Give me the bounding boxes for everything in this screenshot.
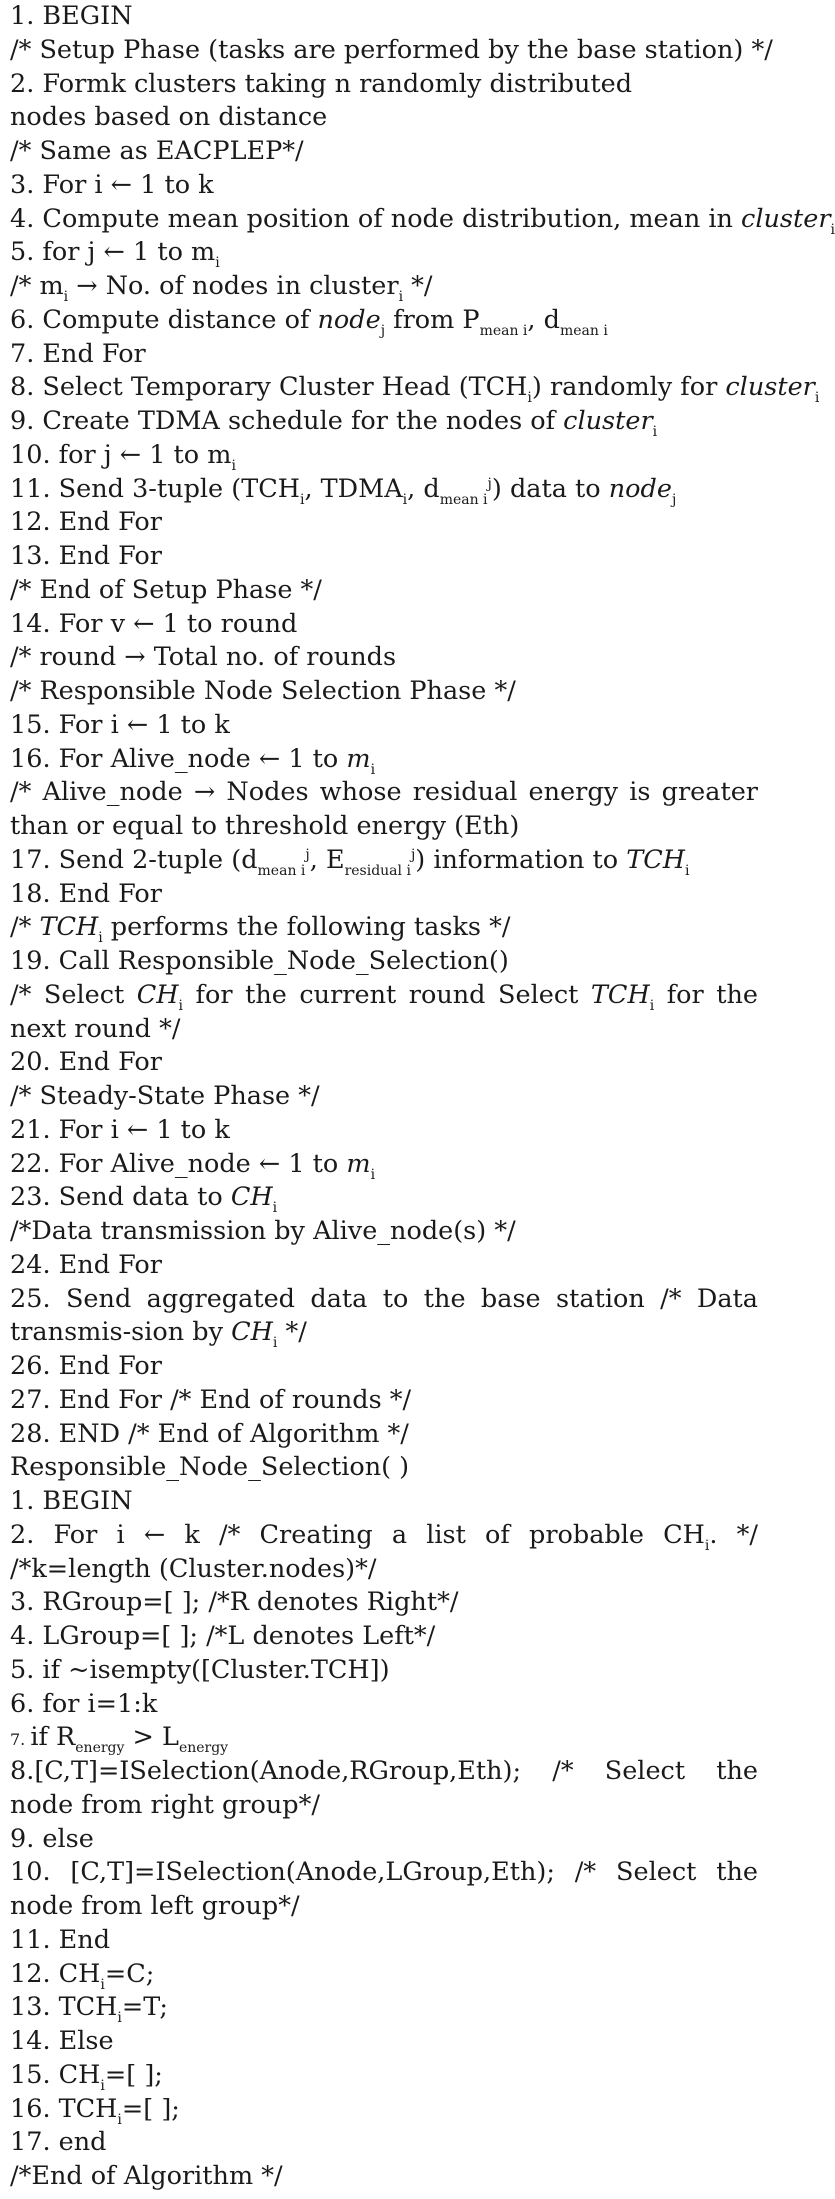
algorithm-line [10, 34, 773, 68]
algorithm-line [10, 0, 758, 34]
line-text: 24. End For [10, 1249, 162, 1280]
line-text: 13. TCH [10, 1992, 118, 2023]
subscript-text: mean i [439, 491, 488, 508]
line-text: ) data to [491, 473, 609, 504]
subscript-text: i [814, 390, 820, 407]
line-text: → No. of nodes in cluster [68, 271, 399, 301]
subscript-text: i [398, 289, 404, 305]
algorithm-line [10, 945, 758, 979]
algorithm-line [10, 2059, 758, 2093]
subscript-text: i [370, 1166, 376, 1183]
subscript-text: i [527, 390, 532, 407]
line-text: TCH [590, 979, 650, 1010]
algorithm-line [10, 405, 758, 439]
line-text: CH [231, 1317, 273, 1348]
line-text: m [346, 1148, 371, 1179]
line-text: from P [385, 304, 480, 335]
algorithm-line [10, 675, 758, 709]
line-text: =[ ]; [121, 2093, 180, 2124]
algorithm-line [10, 2093, 758, 2127]
algorithm-line [10, 608, 758, 642]
subscript-text: i [98, 930, 103, 947]
line-text: 1. BEGIN [10, 1, 133, 31]
line-text: /* Select [10, 979, 137, 1010]
line-text: nodes based on distance [10, 102, 328, 133]
subscript-text: i [100, 1976, 105, 1993]
algorithm-line [10, 1249, 758, 1283]
algorithm-line [10, 540, 758, 574]
subscript-text: i [685, 862, 690, 879]
algorithm-line [10, 1991, 758, 2025]
subscript-text: i [272, 1335, 278, 1352]
line-text: 17. end [10, 2127, 107, 2158]
algorithm-line [10, 1654, 758, 1688]
line-text: 17. Send 2-tuple (d [10, 844, 258, 875]
line-text: 2. For i ← k /* Creating a list of probable CH [10, 1519, 705, 1550]
subscript-text: i [117, 2111, 122, 2128]
line-text: 8. Select Temporary Cluster Head (TCH [10, 372, 528, 403]
algorithm-line [10, 1418, 758, 1452]
line-text: 10. [C,T]=ISelection(Anode,LGroup,Eth); /* Select the node from left group*/ [10, 1857, 758, 1921]
line-text: 7. [10, 1730, 31, 1750]
line-text: CH [230, 1182, 273, 1213]
algorithm-line [10, 1924, 758, 1958]
line-text: Responsible_Node_Selection( ) [10, 1452, 410, 1483]
algorithm-line [10, 2025, 758, 2059]
line-text: CH [136, 979, 179, 1010]
line-text: 28. END /* End of Algorithm */ [10, 1418, 409, 1449]
algorithm-line [10, 1114, 758, 1148]
line-text: 8.[C,T]=ISelection(Anode,RGroup,Eth); /* Select the node from right group*/ [10, 1756, 758, 1820]
line-text: */ [277, 1317, 307, 1348]
subscript-text: residual i [344, 862, 411, 879]
subscript-text: j [671, 491, 677, 508]
line-text: /* Same as EACPLEP*/ [10, 136, 304, 166]
algorithm-line [10, 641, 758, 675]
line-text: 3. RGroup=[ ]; /*R denotes Right*/ [10, 1587, 459, 1618]
algorithm-line [10, 1823, 758, 1857]
line-text: /*End of Algorithm */ [10, 2161, 283, 2191]
algorithm-line [10, 506, 758, 540]
algorithm-line [10, 1485, 758, 1519]
line-text: 12. End For [10, 507, 162, 538]
algorithm-line [10, 270, 758, 304]
algorithm-line [10, 844, 758, 878]
line-text: 3. For i ← 1 to k [10, 169, 214, 200]
subscript-text: i [231, 457, 236, 474]
line-text: 6. Compute distance of [10, 304, 318, 335]
subscript-text: energy [75, 1740, 125, 1757]
algorithm-line [10, 68, 758, 102]
line-text: 14. For v ← 1 to round [10, 608, 298, 639]
algorithm-line [10, 169, 758, 203]
line-text: =T; [121, 1992, 168, 2023]
line-text: 4. LGroup=[ ]; /*L denotes Left*/ [10, 1621, 436, 1651]
line-text: 22. For Alive_node ← 1 to [10, 1148, 347, 1179]
subscript-text: i [299, 491, 305, 508]
line-text: 26. End For [10, 1351, 162, 1381]
line-text: 4. Compute mean position of node distribution, mean in [10, 203, 742, 234]
line-text: /* Alive_node → Nodes whose residual energy is greater than or equal to threshold energy (Eth) [10, 777, 758, 841]
line-text: /* round → Total no. of rounds [10, 642, 397, 673]
algorithm-line [10, 743, 758, 777]
line-text: 19. Call Responsible_Node_Selection() [10, 946, 509, 976]
line-text: /* [10, 912, 40, 943]
line-text: cluster [741, 203, 831, 234]
line-text: /*Data transmission by Alive_node(s) */ [10, 1216, 516, 1246]
algorithm-line [10, 574, 758, 608]
algorithm-line [10, 2160, 758, 2194]
line-text: for the next round */ [10, 979, 759, 1044]
line-text: 10. for j ← 1 to m [10, 439, 232, 470]
algorithm-line [10, 135, 758, 169]
algorithm-line [10, 2126, 758, 2160]
subscript-text: i [63, 289, 69, 305]
line-text: /* Steady-State Phase */ [10, 1081, 320, 1111]
algorithm-line [10, 203, 835, 238]
algorithm-line [10, 878, 758, 912]
subscript-text: mean i [479, 322, 528, 339]
subscript-text: i [215, 255, 220, 272]
line-text: 13. End For [10, 541, 162, 571]
line-text: 23. Send data to [10, 1182, 231, 1213]
line-text: 16. For Alive_node ← 1 to [10, 743, 347, 774]
algorithm-line [10, 1688, 758, 1722]
subscript-text: i [370, 761, 376, 778]
line-text: 5. if ~isempty([Cluster.TCH]) [10, 1654, 390, 1685]
line-text: > L [124, 1722, 179, 1753]
line-text: , E [309, 844, 345, 875]
line-text: =C; [104, 1958, 155, 1989]
algorithm-line [10, 1283, 758, 1351]
line-text: ) randomly for [531, 372, 726, 403]
algorithm-line [10, 776, 758, 844]
line-text: , d [527, 304, 560, 335]
line-text: for the current round Select [183, 979, 591, 1010]
algorithm-line [10, 101, 758, 135]
subscript-text: i [272, 1200, 278, 1217]
line-text: 6. for i=1:k [10, 1688, 158, 1719]
line-text: /* Setup Phase (tasks are performed by the base station) */ [10, 34, 773, 65]
algorithm-line [10, 1721, 758, 1755]
algorithm-line [10, 1181, 758, 1215]
line-text: cluster [563, 406, 653, 436]
line-text: if R [30, 1722, 76, 1753]
superscript-text: j [410, 846, 416, 863]
algorithm-line [10, 1856, 758, 1924]
line-text: 15. For i ← 1 to k [10, 709, 230, 740]
line-text: 16. TCH [10, 2093, 118, 2124]
line-text: node [608, 473, 672, 504]
subscript-text: i [100, 2077, 105, 2094]
subscript-text: i [652, 424, 658, 440]
line-text: TCH [39, 912, 99, 943]
subscript-text: mean i [559, 322, 608, 339]
superscript-text: j [305, 846, 310, 863]
algorithm-line [10, 338, 758, 372]
line-text: 21. For i ← 1 to k [10, 1114, 230, 1145]
line-text: 20. End For [10, 1047, 162, 1078]
subscript-text: i [704, 1537, 710, 1554]
line-text: 12. CH [10, 1958, 101, 1989]
subscript-text: i [402, 491, 408, 508]
algorithm-line [10, 1046, 758, 1080]
line-text: 25. Send aggregated data to the base station /* Data transmis-sion by [10, 1283, 758, 1348]
line-text: 9. else [10, 1823, 94, 1854]
line-text: /* m [10, 271, 64, 301]
line-text: 11. Send 3-tuple (TCH [10, 473, 300, 504]
subscript-text: i [830, 221, 835, 238]
line-text: , d [407, 473, 440, 504]
subscript-text: i [178, 997, 184, 1014]
algorithm-line [10, 1755, 758, 1823]
subscript-text: i [117, 2010, 122, 2027]
line-text: TCH [626, 844, 686, 875]
line-text: cluster [725, 372, 815, 403]
line-text: , TDMA [304, 473, 403, 504]
algorithm-line [10, 439, 758, 473]
line-text: m [346, 743, 371, 774]
line-text: 5. for j ← 1 to m [10, 237, 216, 268]
superscript-text: j [487, 475, 492, 492]
subscript-text: i [649, 997, 655, 1014]
line-text: ) information to [415, 844, 627, 875]
line-text: . */ /*k=length (Cluster.nodes)*/ [10, 1519, 758, 1584]
algorithm-line [10, 709, 758, 743]
subscript-text: mean i [257, 862, 306, 879]
algorithm-line [10, 371, 820, 407]
subscript-text: j [380, 322, 386, 339]
algorithm-line [10, 1519, 758, 1587]
line-text: */ [403, 271, 433, 301]
line-text: 9. Create TDMA schedule for the nodes of [10, 406, 564, 436]
line-text: /* Responsible Node Selection Phase */ [10, 676, 516, 706]
algorithm-line [10, 1080, 758, 1114]
algorithm-line [10, 911, 758, 945]
line-text: 2. Formk clusters taking n randomly distributed [10, 68, 633, 99]
algorithm-line [10, 1215, 758, 1249]
line-text: 27. End For /* End of rounds */ [10, 1384, 412, 1415]
line-text: /* End of Setup Phase */ [10, 574, 322, 605]
algorithm-line [10, 304, 758, 338]
line-text: 14. Else [10, 2026, 114, 2056]
subscript-text: energy [178, 1740, 229, 1757]
line-text: 1. BEGIN [10, 1486, 133, 1516]
line-text: 11. End [10, 1924, 111, 1955]
line-text: =[ ]; [104, 2059, 163, 2090]
line-text: performs the following tasks */ [102, 912, 511, 943]
algorithm-line [10, 1586, 758, 1620]
algorithm-line [10, 1620, 758, 1654]
algorithm-line [10, 1350, 758, 1384]
line-text: 7. End For [10, 338, 146, 369]
algorithm-line [10, 1451, 758, 1485]
algorithm-line [10, 1148, 758, 1182]
algorithm-line [10, 1958, 758, 1992]
line-text: 15. CH [10, 2059, 101, 2090]
algorithm-line [10, 1384, 758, 1418]
algorithm-line [10, 236, 758, 270]
algorithm-line [10, 979, 758, 1047]
algorithm-line [10, 473, 758, 507]
line-text: 18. End For [10, 878, 162, 909]
line-text: node [317, 304, 381, 335]
